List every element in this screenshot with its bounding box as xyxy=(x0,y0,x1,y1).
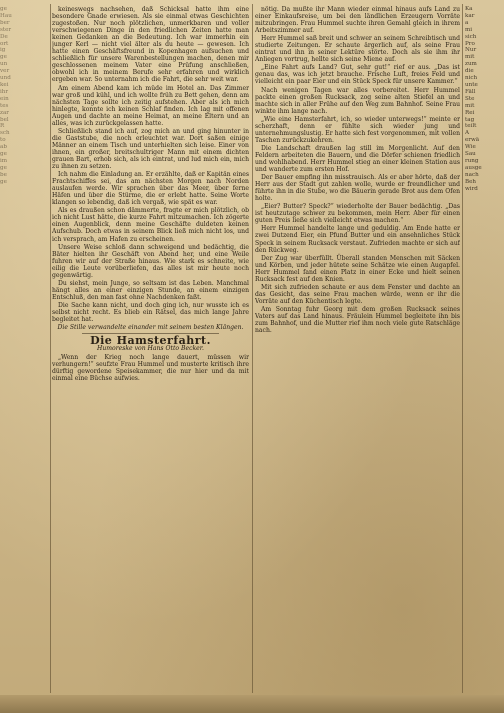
edge-text-fragment: kar xyxy=(465,12,475,19)
column-rule xyxy=(252,4,253,693)
edge-text-fragment: nach xyxy=(465,171,479,178)
edge-text-fragment: zar xyxy=(0,109,9,116)
paragraph: Nach wenigen Tagen war alles vorbereitet. Herr Hummel packte einen großen Rucksack, zog seine alten Stiefel an und machte sich in aller Frühe auf den Weg zum Bahnhof. Seine Frau winkte ihm lange nach. xyxy=(255,86,460,115)
edge-text-fragment: tag xyxy=(465,116,475,123)
paragraph: Ich nahm die Einladung an. Er erzählte, daß er Kapitän eines Frachtschiffes sei, das am nächsten Morgen nach Norden auslaufen werde. Wir sprachen über das Meer, über ferne Häfen und über die Stürme, die er erlebt hatte. Seine Worte klangen so lebendig, daß ich vergaß, wie spät es war. xyxy=(52,171,249,207)
paragraph: Mit sich zufrieden schaute er aus dem Fenster und dachte an das Gesicht, das seine Frau machen würde, wenn er ihr die Vorräte auf den Küchentisch legte. xyxy=(255,283,460,305)
edge-text-fragment: rung xyxy=(465,157,479,164)
edge-text-fragment: a xyxy=(465,19,469,26)
edge-text-fragment: mit xyxy=(465,102,475,109)
edge-text-fragment: Wie xyxy=(465,144,476,151)
edge-text-fragment: sch xyxy=(0,130,10,137)
edge-text-fragment: Rei xyxy=(465,109,475,116)
left-column-text xyxy=(52,6,249,323)
paragraph: Als es draußen schon dämmerte, fragte er mich plötzlich, ob ich nicht Lust hätte, die kurze Fahrt mitzumachen. Ich zögerte einen Augenblick, denn meine Geschäfte duldeten keinen Aufschub. Doch etwas in seinem Blick ließ mich nicht los, und ich versprach, am Hafen zu erscheinen. xyxy=(52,207,249,243)
edge-text-fragment: zum xyxy=(465,61,477,68)
edge-text-fragment: ab xyxy=(0,144,7,151)
paragraph: Herr Hummel handelte lange und geduldig. Am Ende hatte er zwei Dutzend Eier, ein Pfund Butter und ein ansehnliches Stück Speck in seinem Rucksack verstaut. Zufrieden machte er sich auf den Rückweg. xyxy=(255,225,460,254)
page-bottom-edge xyxy=(0,695,504,713)
story-text xyxy=(52,354,249,382)
paragraph: Die Landschaft draußen lag still im Morgenlicht. Auf den Feldern arbeiteten die Bauern, und die Dörfer schienen friedlich und wohlhabend. Herr Hummel stieg an einer kleinen Station aus und wanderte zum ersten Hof. xyxy=(255,144,460,174)
column-rule xyxy=(50,4,51,693)
edge-text-fragment: und xyxy=(0,75,11,82)
paragraph: „Wenn der Krieg noch lange dauert, müssen wir verhungern!“ seufzte Frau Hummel und musterte kritisch ihre dürftig gewordene Speisekammer, die nur hier und da mit einmal eine Büchse aufwies. xyxy=(52,354,249,383)
edge-text-fragment: erwä xyxy=(465,137,480,144)
edge-text-fragment: ihr xyxy=(0,88,9,95)
edge-text-fragment: ge xyxy=(0,164,7,171)
edge-text-fragment: ausge xyxy=(465,164,482,171)
paragraph: Unsere Weise schloß dann schweigend und bedächtig, die Bäter hielten ihr Geschäft von Abend her, und eine Weile fuhren wir auf der Straße hinaus. Wie stark es schneite, wie eilig die Leute vorüberliefen, das alles ist mir heute noch gegenwärtig. xyxy=(52,243,249,279)
edge-text-fragment: De xyxy=(0,33,8,40)
edge-text-fragment: bel xyxy=(0,116,9,123)
left-column xyxy=(52,6,249,691)
edge-text-fragment: ge xyxy=(0,6,7,12)
left-closing-line: Die Stille verwandelte einander mit seinem besten Klängen. xyxy=(57,324,244,332)
edge-text-fragment: ge xyxy=(0,54,7,61)
edge-text-fragment: ge xyxy=(0,151,7,158)
story-byline: Humoreske von Hans Otto Becker. xyxy=(97,345,204,353)
edge-text-fragment: ver xyxy=(0,68,10,75)
section-rule xyxy=(82,333,219,334)
paragraph: Herr Hummel saß breit und schwer an seinem Schreibtisch und studierte Zeitungen. Er schaute ärgerlich auf, als seine Frau eintrat und ihn in seiner Lektüre störte. Doch als sie ihm ihr Anliegen vortrug, hellte sich seine Miene auf. xyxy=(255,35,460,64)
story-title: Die Hamsterfahrt. xyxy=(90,334,211,348)
paragraph: „Eine Fahrt aufs Land? Gut, sehr gut!“ rief er aus. „Das ist genau das, was ich jetzt brauche. Frische Luft, freies Feld und vielleicht ein paar Eier und ein Stück Speck für unsere Kammer.“ xyxy=(255,64,460,86)
edge-text-fragment: mi xyxy=(465,26,473,33)
edge-text-fragment: wird xyxy=(465,185,478,192)
paragraph: Der Zug war überfüllt. Überall standen Menschen mit Säcken und Körben, und jeder hütete seine Schätze wie einen Augapfel. Herr Hummel fand einen Platz in einer Ecke und hielt seinen Rucksack fest auf den Knien. xyxy=(255,254,460,283)
paragraph: nötig. Da mußte ihr Mann wieder einmal hinaus aufs Land zu einer Einkaufsreise, um bei den ländlichen Erzeugern Vorräte mitzubringen. Frau Hummel suchte ihren Gemahl gleich in ihrem Arbeitszimmer auf. xyxy=(255,6,460,35)
edge-text-fragment: R xyxy=(0,123,5,130)
edge-text-fragment: Sau xyxy=(465,151,476,158)
paragraph: „Wie eine Hamsterfahrt, ich, so wieder unterwegs!“ meinte er scherzhaft, denn er fühlte sich wieder jung und unternehmungslustig. Er hatte sich fest vorgenommen, mit vollen Taschen zurückzukehren. xyxy=(255,115,460,144)
edge-text-fragment: ein xyxy=(0,95,9,102)
edge-text-fragment: ge xyxy=(0,178,7,185)
middle-column-text xyxy=(255,6,460,334)
edge-text-fragment: die xyxy=(465,68,474,75)
paragraph: Der Bauer empfing ihn misstrauisch. Als er aber hörte, daß der Herr aus der Stadt gut zahlen wolle, wurde er freundlicher und führte ihn in die Stube, wo die Bäuerin gerade Brot aus dem Ofen holte. xyxy=(255,174,460,203)
column-rule xyxy=(462,4,463,693)
edge-text-fragment: mit xyxy=(465,54,475,61)
right-edge-column xyxy=(465,6,504,691)
edge-text-fragment: Beh xyxy=(465,178,477,185)
edge-text-fragment: tes xyxy=(0,102,9,109)
edge-text-fragment: kei xyxy=(0,81,9,88)
edge-text-fragment: nich xyxy=(465,75,478,82)
edge-text-fragment: ber xyxy=(0,19,10,26)
paragraph: Am Sonntag fuhr Georg mit dem großen Rucksack seines Vaters auf das Land hinaus. Fräulein Hummel begleitete ihn bis zum Bahnhof, und die Mutter rief ihm noch viele gute Ratschläge nach. xyxy=(255,305,460,335)
middle-column xyxy=(255,6,460,691)
edge-text-fragment: unte xyxy=(465,81,478,88)
paragraph: „Eier? Butter? Speck?“ wiederholte der Bauer bedächtig. „Das ist heutzutage schwer zu bekommen, mein Herr. Aber für einen guten Preis ließe sich vielleicht etwas machen.“ xyxy=(255,203,460,225)
edge-text-fragment: be xyxy=(0,171,7,178)
edge-text-fragment: teilt xyxy=(465,123,477,130)
edge-text-fragment: Fäll xyxy=(465,88,476,95)
paragraph: keineswegs nachsehen, daß Schicksal hatte ihm eine besondere Gnade erwiesen. Als sie einmal etwas Geschichten zugestoßen. Nur noch plötzlichen, unmerkbaren und voller verschwiegenen Dinge in den friedlichen Zeiten hatte man keinen Gedanken an die Bedeutung. Ich war immerhin ein junger Kerl — nicht viel älter als du heute — gewesen. Ich hatte einen Geschäftsfreund in Kopenhagen aufsuchen und schließlich für unsere Warenbestellungen machen, denen mir geschlossenen meinem Vater eine Prüfung anschließen, obwohl ich in meinem Berufe sehr erfahren und wirklich ergeben war. So unternahm ich die Fahrt, die sehr weit war. xyxy=(52,6,249,84)
edge-text-fragment: Nur xyxy=(465,47,477,54)
edge-text-fragment: to xyxy=(0,137,6,144)
paragraph: Schließlich stand ich auf, zog mich an und ging hinunter in die Gaststube, die noch erleuchtet war. Dort saßen einige Männer an einem Tisch und unterhielten sich leise. Einer von ihnen, ein großer, breitschultriger Mann mit einem dichten grauen Bart, erhob sich, als ich eintrat, und lud mich ein, mich zu ihnen zu setzen. xyxy=(52,127,249,171)
paragraph: Die Sache kann nicht, und doch ging ich, nur wusste ich es selbst nicht recht. Es blieb ein Rätsel, das mich lange Jahre begleitet hat. xyxy=(52,301,249,324)
edge-text-fragment: A xyxy=(465,130,470,137)
edge-text-fragment: ster xyxy=(0,26,12,33)
edge-text-fragment: Ste xyxy=(465,95,475,102)
edge-text-fragment: ort xyxy=(0,40,9,47)
edge-text-fragment: ig xyxy=(0,47,6,54)
paragraph: Du siehst, mein Junge, so seltsam ist das Leben. Manchmal hängt alles an einer einzigen Stunde, an einem einzigen Entschluß, den man fast ohne Nachdenken faßt. xyxy=(52,279,249,301)
paragraph: Am einem Abend kam ich müde im Hotel an. Das Zimmer war groß und kühl, und ich wollte früh zu Bett gehen, denn am nächsten Tage sollte ich zeitig aufstehen. Aber als ich mich hinlegte, konnte ich keinen Schlaf finden. Ich lag mit offenen Augen und dachte an meine Heimat, an meine Eltern und an alles, was ich zurückgelassen hatte. xyxy=(52,84,249,127)
edge-text-fragment: Pro xyxy=(465,40,475,47)
edge-text-fragment: Hau xyxy=(0,12,12,19)
edge-text-fragment: im xyxy=(0,157,8,164)
edge-text-fragment: sich xyxy=(465,33,477,40)
edge-text-fragment: Ka xyxy=(465,6,473,12)
left-edge-column xyxy=(0,6,48,691)
edge-text-fragment: un xyxy=(0,61,8,68)
